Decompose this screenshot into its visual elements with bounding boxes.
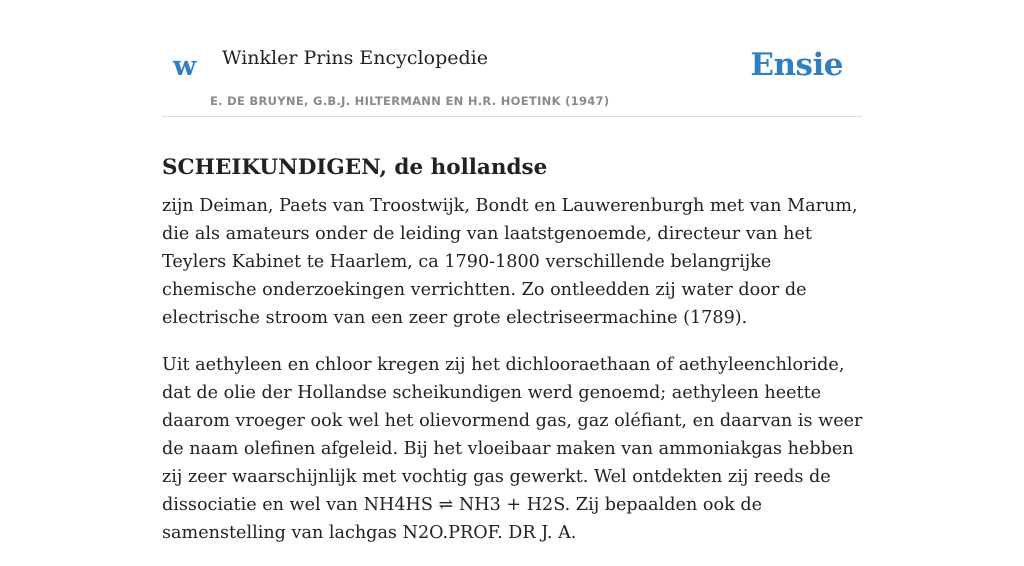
publication-title[interactable]: Winkler Prins Encyclopedie bbox=[222, 47, 488, 69]
publication-logo[interactable]: w bbox=[173, 51, 197, 82]
article-title: SCHEIKUNDIGEN, de hollandse bbox=[162, 155, 548, 181]
brand-logo[interactable]: Ensie bbox=[750, 47, 843, 83]
article-paragraph: Uit aethyleen en chloor kregen zij het dichlooraethaan of aethyleenchloride, dat de olie der Hollandse scheikundigen werd genoemd; aethyleen heette daarom vroeger ook wel het olievormend gas, gaz oléfiant, en daarvan is weer de naam olefinen afgeleid. Bij het vloeibaar maken van ammoniakgas hebben zij zeer waarschijnlijk met vochtig gas gewerkt. Wel ontdekten zij reeds de dissociatie en wel van NH4HS ⇌ NH3 + H2S. Zij bepaalden ook de samenstelling van lachgas N2O.PROF. DR J. A. bbox=[162, 355, 863, 543]
publication-authors: E. DE BRUYNE, G.B.J. HILTERMANN EN H.R. HOETINK (1947) bbox=[210, 94, 610, 108]
article-page bbox=[162, 0, 863, 543]
article-body bbox=[162, 192, 868, 566]
site-header bbox=[162, 0, 862, 117]
article-paragraph: zijn Deiman, Paets van Troostwijk, Bondt en Lauwerenburgh met van Marum, die als amateurs onder de leiding van laatstgenoemde, directeur van het Teylers Kabinet te Haarlem, ca 1790-1800 verschillende belangrijke chemische onderzoekingen verrichtten. Zo ontleedden zij water door de electrische stroom van een zeer grote electriseermachine (1789). bbox=[162, 196, 858, 328]
